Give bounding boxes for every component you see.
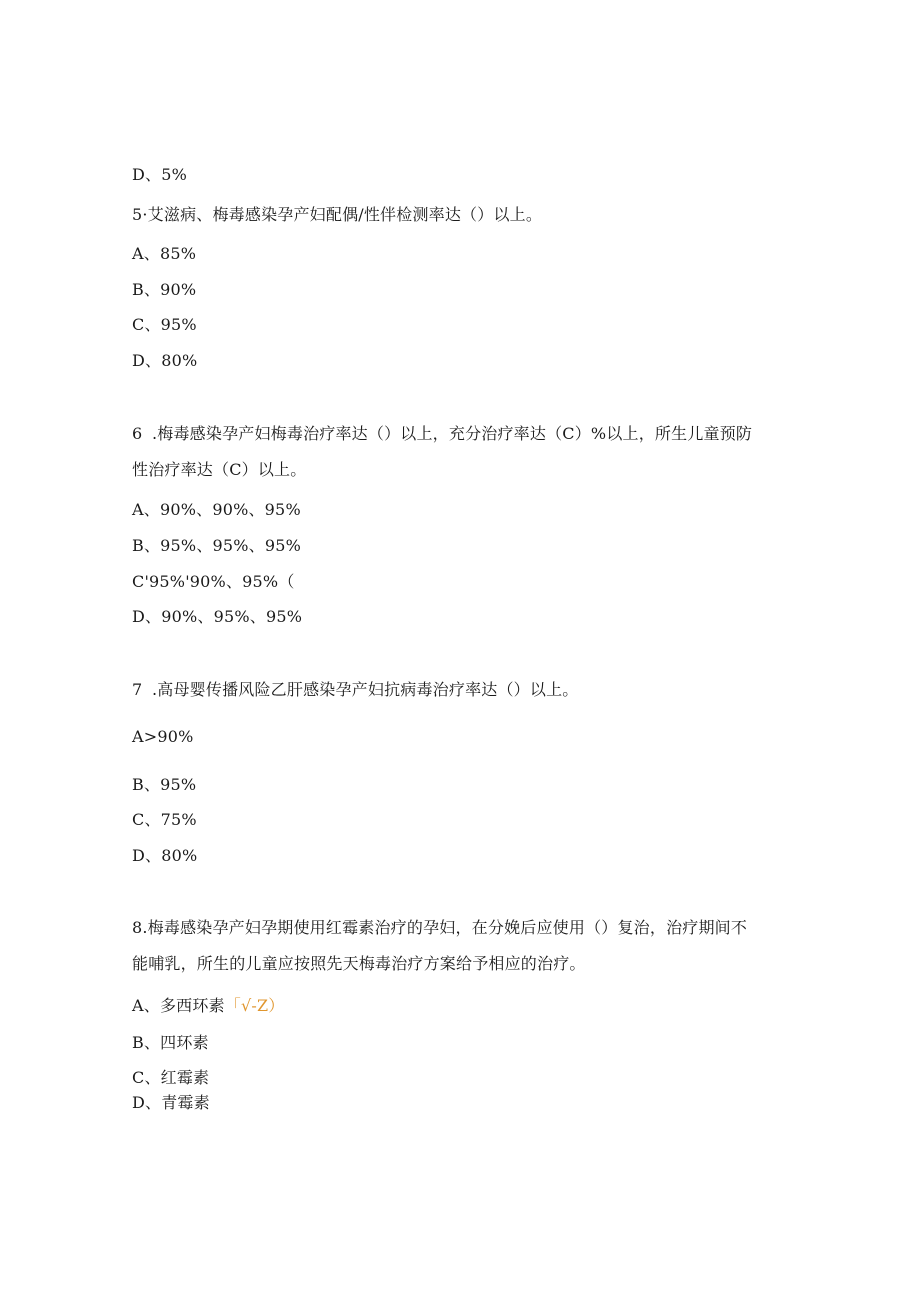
q8-stem-line1: 8.梅毒感染孕产妇孕期使用红霉素治疗的孕妇，在分娩后应使用（）复治，治疗期间不 (132, 918, 748, 937)
q8-option-d: D、青霉素 (132, 1093, 210, 1112)
q6-option-a: A、90%、90%、95% (132, 500, 301, 519)
q7-option-b: B、95% (132, 775, 197, 794)
q6-option-d: D、90%、95%、95% (132, 607, 303, 626)
q5-option-b: B、90% (132, 280, 197, 299)
q6-option-b: B、95%、95%、95% (132, 536, 302, 555)
q8-stem-line2: 能哺乳，所生的儿童应按照先天梅毒治疗方案给予相应的治疗。 (132, 954, 586, 973)
q7-stem (132, 680, 579, 700)
q7-option-a: A>90% (132, 727, 194, 746)
q6-option-c: C'95%'90%、95%（ (132, 572, 295, 591)
q8-option-a-text: A、多西环素 (132, 996, 225, 1015)
q7-stem-text: .高母婴传播风险乙肝感染孕产妇抗病毒治疗率达（）以上。 (152, 680, 579, 699)
answer-mark: 「√-Z） (224, 996, 285, 1015)
q5-stem: 5·艾滋病、梅毒感染孕产妇配偶/性伴检测率达（）以上。 (132, 205, 543, 224)
q6-stem-line1 (132, 424, 752, 444)
q6-stem-line2: 性治疗率达（C）以上。 (132, 460, 307, 479)
q6-number: 6 (132, 424, 143, 443)
q7-option-d: D、80% (132, 846, 198, 865)
q5-option-a: A、85% (132, 244, 197, 263)
q7-option-c: C、75% (132, 810, 197, 829)
q8-option-a (132, 996, 285, 1016)
q6-stem-text: .梅毒感染孕产妇梅毒治疗率达（）以上，充分治疗率达（C）%以上，所生儿童预防 (152, 424, 753, 443)
q4-option-d: D、5% (132, 165, 188, 184)
q8-option-b: B、四环素 (132, 1033, 209, 1052)
q5-option-d: D、80% (132, 351, 198, 370)
q7-number: 7 (132, 680, 143, 699)
q8-option-c: C、红霉素 (132, 1068, 210, 1087)
q5-option-c: C、95% (132, 315, 197, 334)
